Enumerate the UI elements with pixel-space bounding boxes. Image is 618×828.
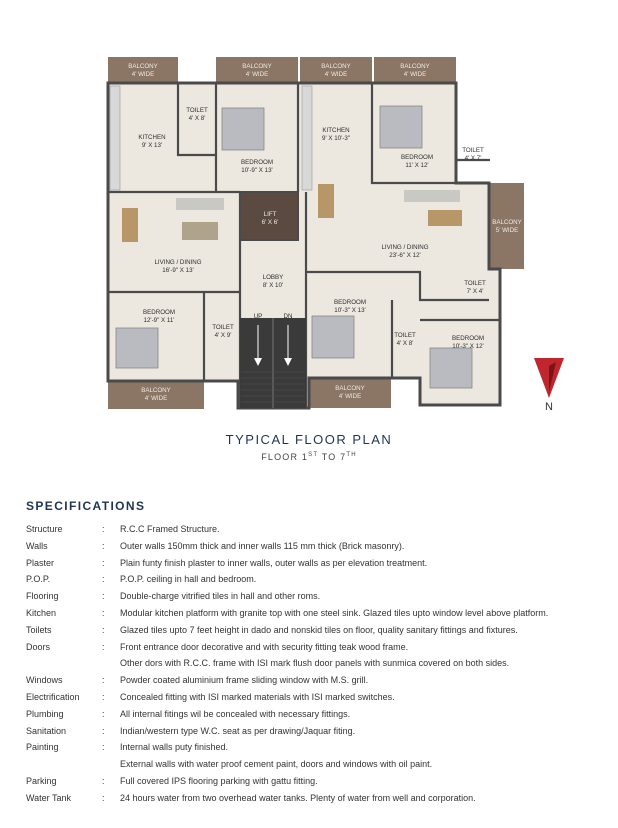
spec-row — [26, 706, 606, 723]
subtitle-mid: TO 7 — [318, 452, 347, 462]
spec-text: Front entrance door decorative and with security fitting teak wood frame. — [120, 641, 409, 652]
room-size: 9' X 10'-3" — [322, 135, 350, 142]
spec-text: P.O.P. ceiling in hall and bedroom. — [120, 574, 257, 585]
spec-row — [26, 538, 606, 555]
room-size: 4' WIDE — [338, 393, 362, 400]
bed-icon — [430, 348, 472, 388]
sofa-icon — [176, 198, 224, 210]
room-name: LIFT — [263, 211, 277, 218]
room-name: KITCHEN — [322, 127, 350, 134]
stair-dn-label: DN — [283, 313, 293, 320]
room-size: 10'-3" X 13' — [334, 307, 366, 314]
spec-row — [26, 756, 606, 773]
spec-colon: : — [102, 574, 105, 585]
spec-row — [26, 739, 606, 756]
spec-row — [26, 723, 606, 740]
room-name: BALCONY — [141, 387, 171, 394]
north-label: N — [545, 401, 553, 413]
spec-text: Internal walls puty finished. — [120, 742, 229, 753]
spec-colon — [102, 655, 120, 672]
spec-row — [26, 622, 606, 639]
spec-row — [26, 555, 606, 572]
stair-up-label: UP — [253, 313, 263, 320]
page-subtitle — [0, 452, 618, 462]
spec-row — [26, 655, 606, 672]
room-name: TOILET — [186, 107, 208, 114]
spec-colon: : — [102, 691, 105, 702]
room-size: 8' X 10' — [262, 282, 284, 289]
room-name: KITCHEN — [138, 134, 166, 141]
room-size: 9' X 13' — [141, 142, 163, 149]
room-size: 4' WIDE — [131, 71, 155, 78]
specifications-list — [26, 521, 606, 807]
spec-label: Toilets — [26, 624, 52, 635]
room-size: 4' X 7' — [464, 155, 482, 162]
spec-text: All internal fitings wil be concealed with necessary fittings. — [120, 708, 351, 719]
dining-table-icon — [318, 184, 334, 218]
room-size: 7' X 4' — [466, 288, 484, 295]
room-name: BALCONY — [335, 385, 365, 392]
spec-label: Parking — [26, 775, 57, 786]
spec-colon: : — [102, 591, 105, 602]
spec-text: Powder coated aluminium frame sliding window with M.S. grill. — [120, 675, 369, 686]
spec-colon: : — [102, 557, 105, 568]
spec-label: Painting — [26, 742, 59, 753]
spec-row — [26, 521, 606, 538]
subtitle-sup1: ST — [308, 452, 319, 458]
bed-icon — [380, 106, 422, 148]
spec-label: Structure — [26, 524, 63, 534]
spec-row — [26, 790, 606, 807]
specifications-heading: SPECIFICATIONS — [26, 499, 146, 513]
room-size: 10'-3" X 12' — [452, 343, 484, 350]
spec-text: External walls with water proof cement paint, doors and windows with oil paint. — [120, 759, 433, 770]
staircase — [240, 318, 306, 408]
spec-label: Water Tank — [26, 792, 72, 803]
room-name: BEDROOM — [334, 299, 366, 306]
room-size: 4' X 8' — [188, 115, 206, 122]
spec-text: Double-charge vitrified tiles in hall and other roms. — [120, 591, 321, 602]
room-name: LIVING / DINING — [154, 259, 202, 266]
room-name: TOILET — [462, 147, 484, 154]
subtitle-sup2: TH — [346, 452, 357, 458]
room-name: BALCONY — [492, 219, 522, 226]
spec-colon: : — [102, 524, 105, 534]
room-size: 6' X 6' — [261, 219, 279, 226]
room-size: 16'-9" X 13' — [162, 267, 194, 274]
sofa-icon — [404, 190, 460, 202]
rug-icon — [182, 222, 218, 240]
spec-label: Walls — [26, 540, 48, 551]
room-name: BALCONY — [128, 63, 158, 70]
spec-label: Doors — [26, 641, 51, 652]
spec-row — [26, 639, 606, 656]
spec-text: Outer walls 150mm thick and inner walls 115 mm thick (Brick masonry). — [120, 540, 405, 551]
spec-row — [26, 672, 606, 689]
spec-colon: : — [102, 742, 105, 753]
spec-label: Electrification — [26, 691, 80, 702]
room-name: TOILET — [212, 324, 234, 331]
room-size: 4' WIDE — [144, 395, 168, 402]
room-name: TOILET — [464, 280, 486, 287]
bed-icon — [312, 316, 354, 358]
spec-label: Sanitation — [26, 725, 67, 736]
spec-text: Other dors with R.C.C. frame with ISI mark flush door panels with sunmica covered on both sides. — [120, 658, 510, 669]
spec-label: Plaster — [26, 557, 55, 568]
spec-row — [26, 605, 606, 622]
room-name: BEDROOM — [241, 159, 273, 166]
counter — [110, 86, 120, 190]
spec-colon: : — [102, 708, 105, 719]
spec-label: Kitchen — [26, 607, 57, 618]
balcony-deck — [374, 57, 456, 83]
room-name: BALCONY — [400, 63, 430, 70]
spec-colon: : — [102, 607, 105, 618]
room-name: BEDROOM — [143, 309, 175, 316]
room-size: 4' WIDE — [245, 71, 269, 78]
room-name: LIVING / DINING — [381, 244, 429, 251]
north-arrow-icon — [534, 358, 564, 413]
page-title: TYPICAL FLOOR PLAN — [225, 432, 393, 447]
room-name: BEDROOM — [452, 335, 484, 342]
spec-colon: : — [102, 624, 105, 635]
spec-label: Flooring — [26, 591, 59, 602]
counter — [302, 86, 312, 190]
balcony-deck — [489, 183, 524, 269]
spec-text: 24 hours water from two overhead water tanks. Plenty of water from well and corporation. — [120, 792, 476, 803]
spec-text: Modular kitchen platform with granite top with one steel sink. Glazed tiles upto window level above platform. — [120, 607, 549, 618]
room-name: BEDROOM — [401, 154, 433, 161]
spec-label: Windows — [26, 675, 63, 686]
bed-icon — [116, 328, 158, 368]
balcony-deck — [216, 57, 298, 83]
balcony-deck — [300, 57, 372, 83]
subtitle-prefix: FLOOR 1 — [261, 452, 309, 462]
spec-label — [26, 655, 102, 672]
spec-colon: : — [102, 725, 105, 736]
room-size: 23'-6" X 12' — [389, 252, 421, 259]
room-size: 4' WIDE — [403, 71, 427, 78]
room-size: 4' X 9' — [214, 332, 232, 339]
spec-colon: : — [102, 641, 105, 652]
room-size: 12'-9" X 11' — [143, 317, 175, 324]
spec-label: P.O.P. — [26, 574, 51, 585]
spec-row — [26, 571, 606, 588]
spec-text: Glazed tiles upto 7 feet height in dado and nonskid tiles on floor, quality sanitary fittings and fixtures. — [120, 624, 518, 635]
spec-text: Full covered IPS flooring parking with gattu fitting. — [120, 775, 318, 786]
room-size: 10'-9" X 13' — [241, 167, 273, 174]
spec-row — [26, 689, 606, 706]
room-size: 4' X 8' — [396, 340, 414, 347]
bed-icon — [222, 108, 264, 150]
spec-row — [26, 588, 606, 605]
dining-table-icon — [428, 210, 462, 226]
spec-colon: : — [102, 792, 105, 803]
room-name: BALCONY — [242, 63, 272, 70]
spec-row — [26, 773, 606, 790]
room-size: 11' X 12' — [405, 162, 429, 169]
spec-text: R.C.C Framed Structure. — [120, 524, 220, 534]
room-name: LOBBY — [262, 274, 284, 281]
spec-colon: : — [102, 675, 105, 686]
spec-label — [26, 756, 102, 773]
spec-text: Indian/western type W.C. seat as per drawing/Jaquar fiting. — [120, 725, 356, 736]
balcony-deck — [108, 57, 178, 83]
room-size: 5' WIDE — [495, 227, 519, 234]
room-name: BALCONY — [321, 63, 351, 70]
room-size: 4' WIDE — [324, 71, 348, 78]
dining-table-icon — [122, 208, 138, 242]
spec-colon: : — [102, 540, 105, 551]
spec-text: Concealed fitting with ISI marked materials with ISI marked switches. — [120, 691, 395, 702]
spec-colon: : — [102, 775, 105, 786]
spec-colon — [102, 756, 120, 773]
spec-text: Plain funty finish plaster to inner walls, outer walls as per elevation treatment. — [120, 557, 428, 568]
room-name: TOILET — [394, 332, 416, 339]
spec-label: Plumbing — [26, 708, 64, 719]
